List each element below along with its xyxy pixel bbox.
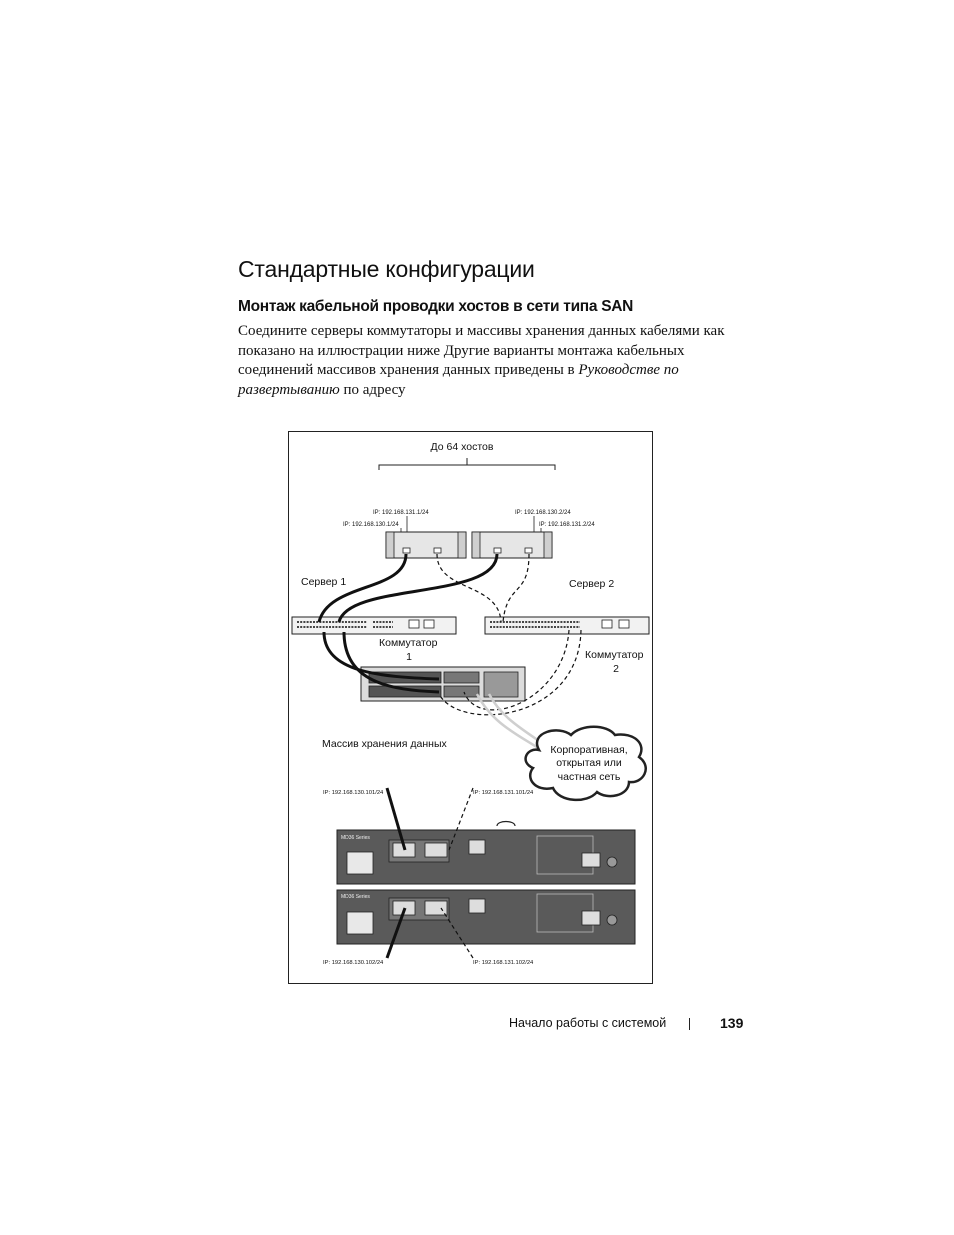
switch2-label-line1: Коммутатор bbox=[585, 649, 644, 661]
server1-ip-b: IP: 192.168.130.1/24 bbox=[343, 522, 399, 528]
switch2-label-line2: 2 bbox=[613, 663, 619, 675]
server2-ip-b: IP: 192.168.131.2/24 bbox=[539, 522, 595, 528]
page-heading: Стандартные конфигурации bbox=[238, 256, 535, 282]
server1-chassis bbox=[386, 532, 466, 558]
cloud-label-line1: Корпоративная, bbox=[550, 744, 628, 756]
intro-paragraph bbox=[238, 322, 748, 400]
controller-lower-series: MD36 Series bbox=[341, 894, 370, 900]
switch1-chassis bbox=[292, 617, 456, 634]
cloud-label-line2: открытая или bbox=[556, 757, 622, 769]
page-number: 139 bbox=[720, 1015, 744, 1031]
hosts-bracket bbox=[379, 458, 555, 470]
server-to-switch2-cables bbox=[437, 554, 529, 622]
controller-upper-series: MD36 Series bbox=[341, 835, 370, 841]
footer-section-title: Начало работы с системой bbox=[509, 1016, 667, 1030]
controller-bottom-ip-left: IP: 192.168.130.102/24 bbox=[323, 960, 384, 966]
switch1-label-line2: 1 bbox=[406, 651, 412, 663]
paragraph-line-1: Соедините серверы коммутаторы и массивы хранения данных кабелями как bbox=[238, 323, 725, 339]
controller-top-ip-left: IP: 192.168.130.101/24 bbox=[323, 790, 384, 796]
switch1-label-line1: Коммутатор bbox=[379, 637, 438, 649]
paragraph-line-4: по адресу bbox=[339, 381, 406, 398]
controller-bottom-ip-right: IP: 192.168.131.102/24 bbox=[473, 960, 534, 966]
san-cabling-figure bbox=[288, 431, 653, 984]
server2-chassis bbox=[472, 532, 552, 558]
hosts-label: До 64 хостов bbox=[430, 441, 494, 453]
storage-array-label: Массив хранения данных bbox=[322, 738, 447, 750]
raid-controller-lower bbox=[337, 890, 635, 944]
paragraph-line-3: соединений массивов хранения данных приведены в bbox=[238, 362, 579, 378]
guide-title-part-2: развертыванию bbox=[238, 381, 340, 398]
cloud-label-line3: частная сеть bbox=[557, 771, 621, 783]
server1-ip-a: IP: 192.168.131.1/24 bbox=[373, 510, 429, 516]
controller-top-ip-right: IP: 192.168.131.101/24 bbox=[473, 790, 534, 796]
paragraph-line-2: показано на иллюстрации ниже Другие варианты монтажа кабельных bbox=[238, 342, 685, 359]
server2-label: Сервер 2 bbox=[569, 578, 615, 590]
section-subheading: Монтаж кабельной проводки хостов в сети типа SAN bbox=[238, 298, 634, 315]
raid-controller-upper bbox=[337, 822, 635, 885]
server1-label: Сервер 1 bbox=[301, 576, 347, 588]
server2-ip-a: IP: 192.168.130.2/24 bbox=[515, 510, 571, 516]
guide-title-part-1: Руководстве по bbox=[578, 362, 679, 378]
switch2-chassis bbox=[485, 617, 649, 634]
footer-separator bbox=[689, 1018, 690, 1030]
